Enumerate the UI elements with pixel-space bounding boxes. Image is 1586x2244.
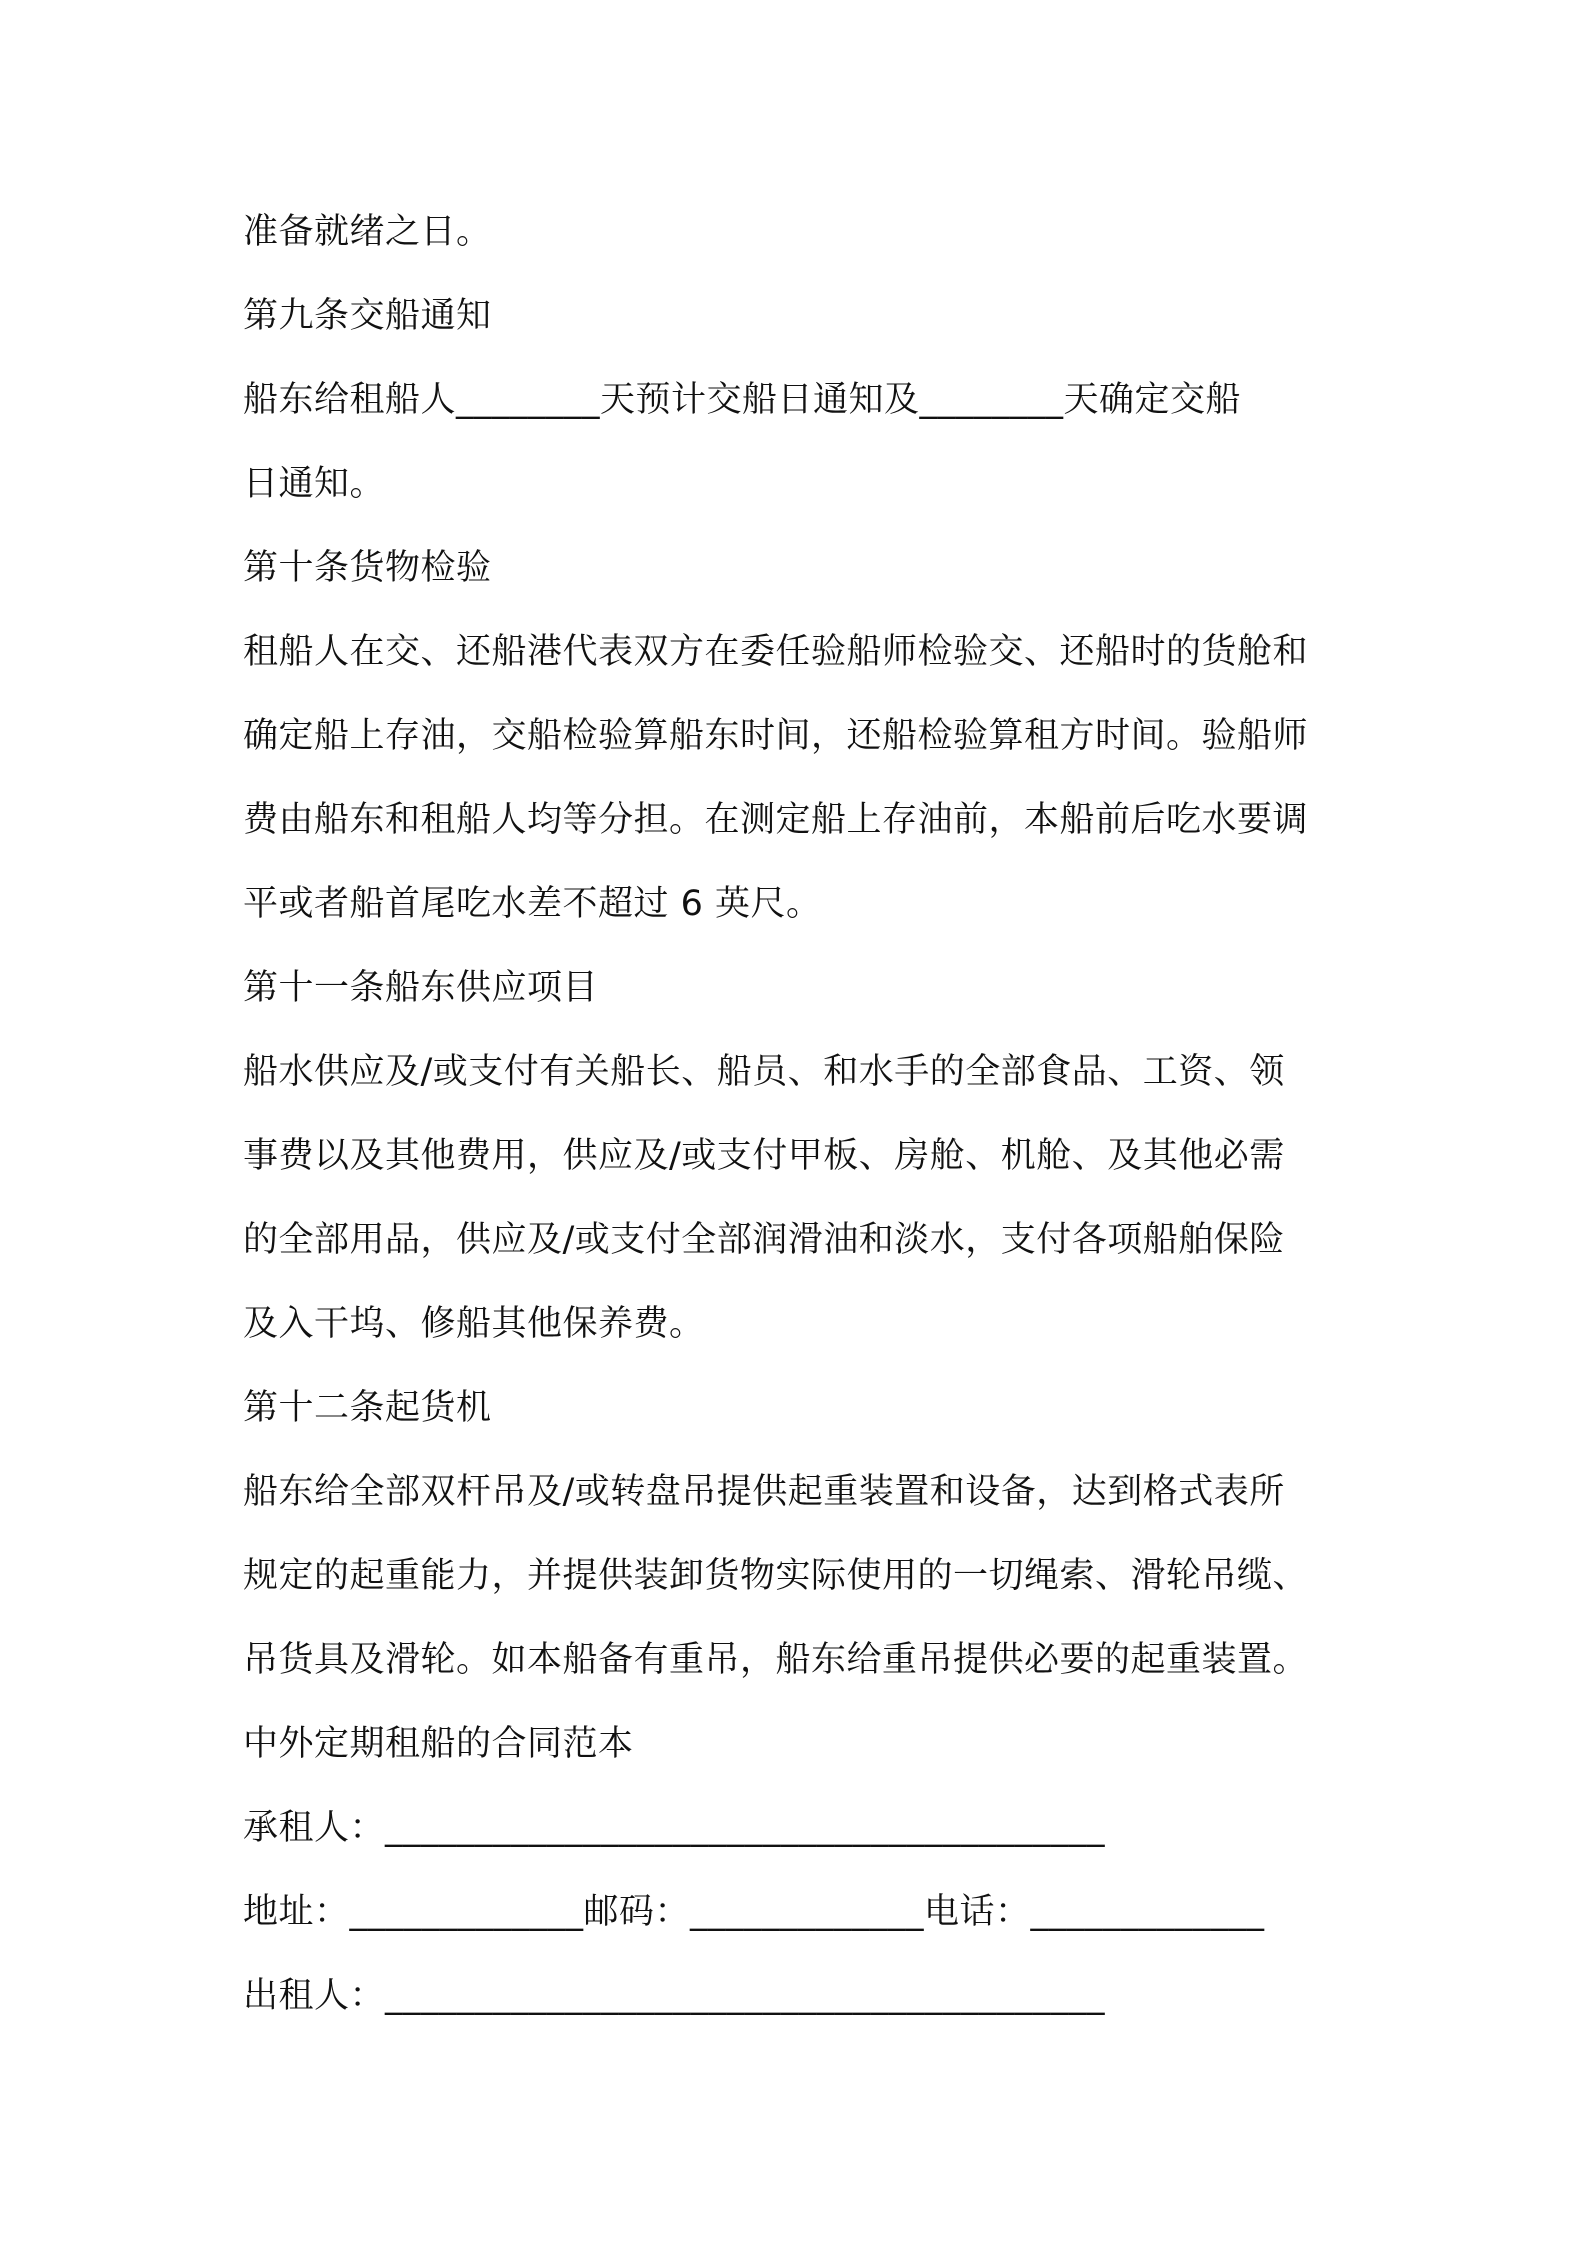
text-line: 事费以及其他费用，供应及/或支付甲板、房舱、机舱、及其他必需 [243, 1136, 1285, 1176]
document-page [243, 190, 1363, 2038]
text-line: 的全部用品，供应及/或支付全部润滑油和淡水，支付各项船舶保险 [243, 1220, 1285, 1260]
text-line: 租船人在交、还船港代表双方在委任验船师检验交、还船时的货舱和 [243, 632, 1309, 672]
text-line: 确定船上存油，交船检验算船东时间，还船检验算租方时间。验船师 [243, 716, 1309, 756]
text-line: 日通知。 [243, 464, 386, 504]
lessee-field: 承租人：________________________________________ [243, 1808, 1106, 1848]
article-heading: 第十一条船东供应项目 [243, 968, 599, 1008]
text-line: 及入干坞、修船其他保养费。 [243, 1304, 705, 1344]
lessor-field: 出租人：________________________________________ [243, 1976, 1106, 2016]
article-heading: 第十二条起货机 [243, 1388, 492, 1428]
section-title: 中外定期租船的合同范本 [243, 1724, 634, 1764]
text-line: 吊货具及滑轮。如本船备有重吊，船东给重吊提供必要的起重装置。 [243, 1640, 1309, 1680]
article-heading: 第十条货物检验 [243, 548, 492, 588]
text-line: 准备就绪之日。 [243, 212, 492, 252]
text-line: 船东给全部双杆吊及/或转盘吊提供起重装置和设备，达到格式表所 [243, 1472, 1285, 1512]
text-line: 船东给租船人________天预计交船日通知及________天确定交船 [243, 380, 1242, 420]
text-line: 规定的起重能力，并提供装卸货物实际使用的一切绳索、滑轮吊缆、 [243, 1556, 1309, 1596]
article-heading: 第九条交船通知 [243, 296, 492, 336]
address-field: 地址：_____________邮码：_____________电话：_____________ [243, 1892, 1265, 1932]
text-line: 平或者船首尾吃水差不超过 6 英尺。 [243, 884, 822, 924]
text-line: 费由船东和租船人均等分担。在测定船上存油前，本船前后吃水要调 [243, 800, 1309, 840]
text-line: 船水供应及/或支付有关船长、船员、和水手的全部食品、工资、领 [243, 1052, 1285, 1092]
